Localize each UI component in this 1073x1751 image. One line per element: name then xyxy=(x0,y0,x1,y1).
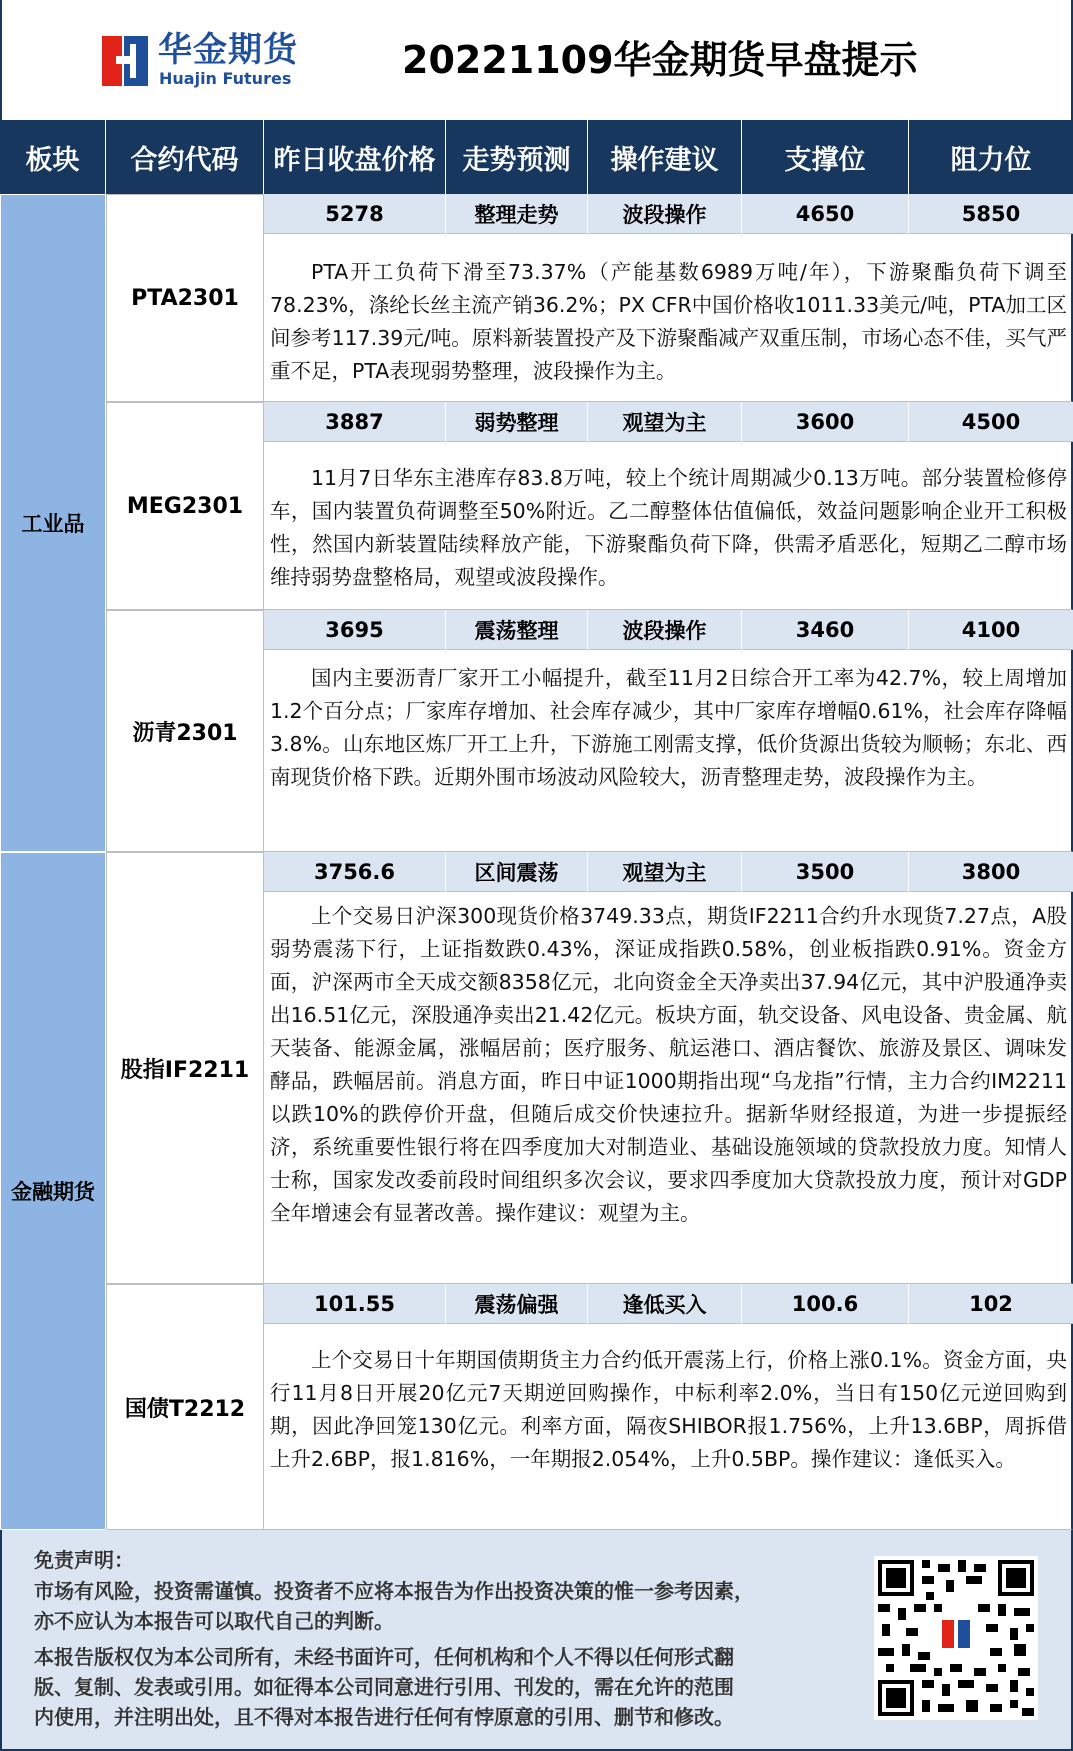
contract-code-treasury: 国债T2212 xyxy=(106,1284,264,1530)
column-header-support: 支撑位 xyxy=(742,120,909,194)
table-header-row xyxy=(0,120,1073,194)
table-row xyxy=(264,852,1073,892)
sector-cell-industrial: 工业品 xyxy=(0,194,106,852)
support-level: 100.6 xyxy=(742,1284,909,1324)
commentary-index-futures: 上个交易日沪深300现货价格3749.33点，期货IF2211合约升水现货7.27点，A股弱势震荡下行，上证指数跌0.43%，深证成指跌0.58%，创业板指跌0.91%。资金方面，沪深两市全天成交额8358亿元，北向资金全天净卖出37.94亿元，其中沪股通净卖出16.51亿元，深股通净卖出21.42亿元。板块方面，轨交设备、风电设备、贵金属、航天装备、能源金属，涨幅居前；医疗服务、航运港口、酒店餐饮、旅游及景区、调味发酵品，跌幅居前。消息方面，昨日中证1000期指出现“乌龙指”行情，主力合约IM2211以跌10%的跌停价开盘，但随后成交价快速拉升。据新华财经报道，为进一步提振经济，系统重要性银行将在四季度加大对制造业、基础设施领域的贷款投放力度。知情人士称，国家发改委前段时间组织多次会议，要求四季度加大贷款投放力度，预计对GDP全年增速会有显著改善。操作建议：观望为主。 xyxy=(264,892,1073,1284)
trend-forecast: 弱势整理 xyxy=(446,402,588,442)
contract-code-asphalt: 沥青2301 xyxy=(106,610,264,852)
disclaimer-line: 本报告版权仅为本公司所有，未经书面许可，任何机构和个人不得以任何形式翻 xyxy=(34,1645,734,1669)
trend-forecast: 区间震荡 xyxy=(446,852,588,892)
disclaimer-title: 免责声明： xyxy=(34,1548,134,1572)
resistance-level: 3800 xyxy=(961,860,1021,884)
column-header-trend: 走势预测 xyxy=(446,120,588,194)
commentary-meg: 11月7日华东主港库存83.8万吨，较上个统计周期减少0.13万吨。部分装置检修停车，国内装置负荷调整至50%附近。乙二醇整体估值偏低，效益问题影响企业开工积极性，然国内新装置陆续释放产能，下游聚酯负荷下降，供需矛盾恶化，短期乙二醇市场维持弱势盘整格局，观望或波段操作。 xyxy=(264,442,1073,610)
close-price: 3695 xyxy=(264,610,446,650)
close-price: 5278 xyxy=(264,194,446,234)
resistance-level: 4500 xyxy=(961,410,1021,434)
column-header-sector: 板块 xyxy=(0,120,106,194)
qr-code-icon xyxy=(874,1556,1038,1720)
disclaimer-line: 市场有风险，投资需谨慎。投资者不应将本报告为作出投资决策的惟一参考因素， xyxy=(34,1579,754,1603)
disclaimer-section xyxy=(0,1530,1073,1751)
support-level: 3600 xyxy=(742,402,909,442)
column-header-code: 合约代码 xyxy=(106,120,264,194)
contract-code-pta: PTA2301 xyxy=(106,194,264,402)
table-row xyxy=(264,194,1073,234)
operation-advice: 逢低买入 xyxy=(588,1284,742,1324)
operation-advice: 波段操作 xyxy=(588,610,742,650)
column-header-advice: 操作建议 xyxy=(588,120,742,194)
support-level: 4650 xyxy=(742,194,909,234)
close-price: 3887 xyxy=(264,402,446,442)
disclaimer-line: 亦不应认为本报告可以取代自己的判断。 xyxy=(34,1609,394,1633)
trend-forecast: 整理走势 xyxy=(446,194,588,234)
table-row xyxy=(264,1284,1073,1324)
trend-forecast: 震荡整理 xyxy=(446,610,588,650)
support-level: 3500 xyxy=(742,852,909,892)
resistance-level: 4100 xyxy=(961,618,1021,642)
operation-advice: 观望为主 xyxy=(588,402,742,442)
disclaimer-line: 版、复制、发表或引用。如征得本公司同意进行引用、刊发的，需在允许的范围 xyxy=(34,1675,734,1699)
table-row xyxy=(264,402,1073,442)
contract-code-index-futures: 股指IF2211 xyxy=(106,852,264,1284)
sector-cell-financial: 金融期货 xyxy=(0,852,106,1530)
logo-text-cn: 华金期货 xyxy=(158,30,298,70)
report-title: 20221109华金期货早盘提示 xyxy=(402,38,918,82)
close-price: 101.55 xyxy=(264,1284,446,1324)
commentary-asphalt: 国内主要沥青厂家开工小幅提升，截至11月2日综合开工率为42.7%，较上周增加1.2个百分点；厂家库存增加、社会库存减少，其中厂家库存增幅0.61%，社会库存降幅3.8%。山东地区炼厂开工上升，下游施工刚需支撑，低价货源出货较为顺畅；东北、西南现货价格下跌。近期外围市场波动风险较大，沥青整理走势，波段操作为主。 xyxy=(264,650,1073,852)
report-header xyxy=(0,0,1073,120)
commentary-treasury: 上个交易日十年期国债期货主力合约低开震荡上行，价格上涨0.1%。资金方面，央行11月8日开展20亿元7天期逆回购操作，中标利率2.0%，当日有150亿元逆回购到期，因此净回笼130亿元。利率方面，隔夜SHIBOR报1.756%，上升13.6BP，周拆借上升2.6BP，报1.816%，一年期报2.054%，上升0.5BP。操作建议：逢低买入。 xyxy=(264,1324,1073,1530)
logo-text-en: Huajin Futures xyxy=(159,69,292,88)
support-level: 3460 xyxy=(742,610,909,650)
table-row xyxy=(264,610,1073,650)
close-price: 3756.6 xyxy=(264,852,446,892)
disclaimer-line: 内使用，并注明出处，且不得对本报告进行任何有悖原意的引用、删节和修改。 xyxy=(34,1705,734,1729)
commentary-pta: PTA开工负荷下滑至73.37%（产能基数6989万吨/年），下游聚酯负荷下调至78.23%，涤纶长丝主流产销36.2%；PX CFR中国价格收1011.33美元/吨，PTA加工区间参考117.39元/吨。原料新装置投产及下游聚酯减产双重压制，市场心态不佳，买气严重不足，PTA表现弱势整理，波段操作为主。 xyxy=(264,234,1073,402)
contract-code-meg: MEG2301 xyxy=(106,402,264,610)
company-logo xyxy=(102,30,297,90)
resistance-level: 5850 xyxy=(961,202,1021,226)
resistance-level: 102 xyxy=(969,1292,1013,1316)
column-header-resistance: 阻力位 xyxy=(950,144,1032,176)
trend-forecast: 震荡偏强 xyxy=(446,1284,588,1324)
operation-advice: 观望为主 xyxy=(588,852,742,892)
operation-advice: 波段操作 xyxy=(588,194,742,234)
column-header-close: 昨日收盘价格 xyxy=(264,120,446,194)
huajin-logo-icon xyxy=(102,36,148,86)
